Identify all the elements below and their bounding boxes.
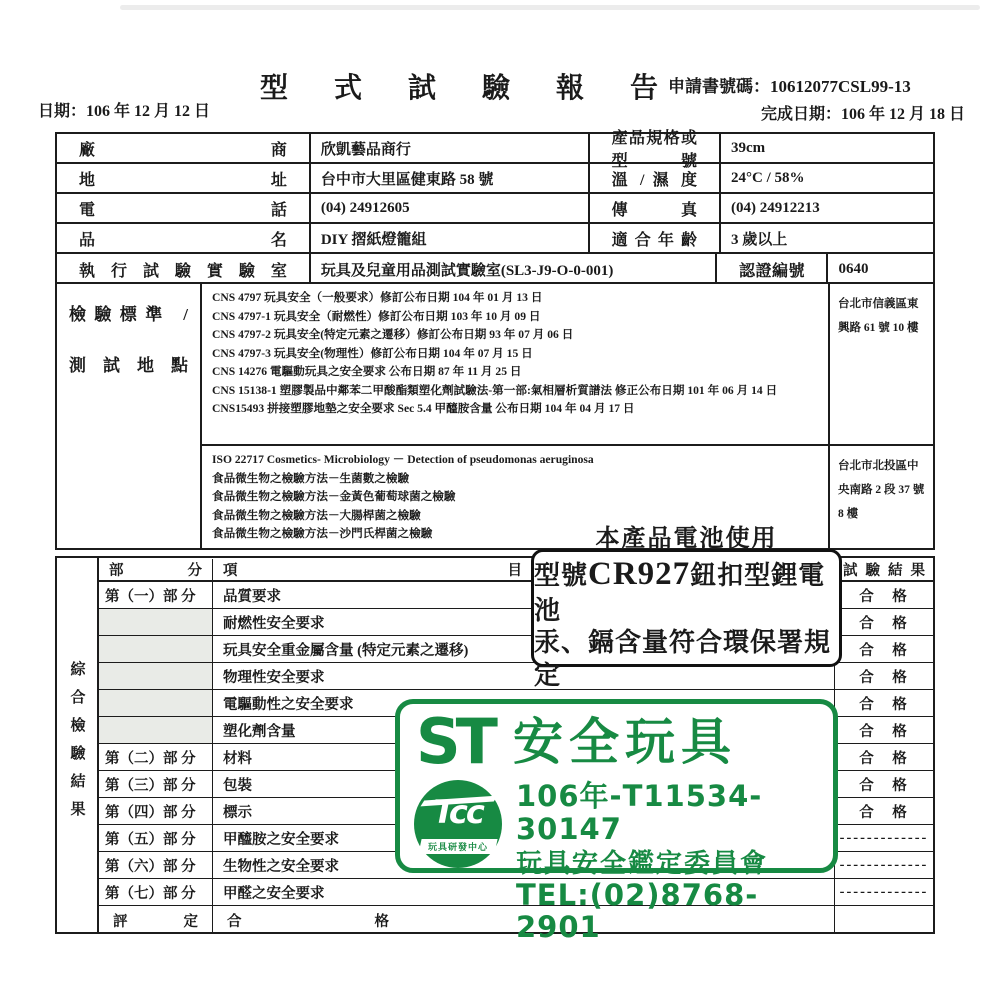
result-header: 試驗結果 — [843, 562, 925, 579]
result-cell: 合 格 — [859, 669, 909, 686]
result-cell: 合 格 — [859, 750, 909, 767]
result-cell: 合 格 — [859, 804, 909, 821]
temp-humidity-value: 24°C / 58% — [730, 169, 805, 186]
iso-standard-line: ISO 22717 Cosmetics- Microbiology － Detection of pseudomonas aeruginosa — [212, 453, 594, 466]
tcc-logo-text: Tcc — [433, 793, 483, 831]
completion-date: 完成日期：106 年 12 月 18 日 — [760, 106, 965, 123]
age-label: 適合年齡 — [611, 231, 697, 249]
verdict-value: 合 格 — [227, 913, 389, 930]
item-cell: 電驅動性之安全要求 — [213, 690, 835, 716]
spec-label: 產品規格或型號 — [611, 130, 697, 170]
table-row — [57, 254, 933, 284]
cert-number-value: 0640 — [838, 260, 869, 277]
result-cell: 合 格 — [859, 777, 909, 794]
st-logo-icon: ST — [416, 705, 493, 778]
item-cell: 品質要求 — [213, 582, 835, 608]
st-safe-toy-stamp — [395, 699, 838, 944]
manufacturer-value: 欣凱藝品商行 — [320, 141, 411, 158]
battery-line1: 本產品電池使用 — [595, 525, 778, 552]
cns-standard-line: CNS 15138-1 塑膠製品中鄰苯二甲酸酯類塑化劑試驗法-第一部:氣相層析質譜法 修正公布日期 101 年 06 月 14 日 — [212, 383, 778, 397]
address-label: 地址 — [79, 171, 287, 189]
part-cell — [99, 690, 213, 716]
address-value: 台中市大里區健東路 58 號 — [320, 171, 494, 188]
table-row — [57, 194, 933, 224]
result-cell: 合 格 — [859, 642, 909, 659]
info-table — [55, 132, 935, 286]
cns-test-address: 台北市信義區東興路 61 號 10 樓 — [838, 298, 919, 335]
result-cell: 合 格 — [859, 615, 909, 632]
item-cell: 標示 — [213, 798, 835, 824]
phone-value: (04) 24912605 — [320, 199, 410, 216]
item-cell: 甲醛之安全要求 — [213, 879, 835, 905]
age-value: 3 歲以上 — [730, 231, 788, 248]
cns-standard-line: CNS 14276 電驅動玩具之安全要求 公布日期 87 年 11 月 25 日 — [212, 365, 522, 378]
iso-standards-block — [202, 446, 933, 548]
st-certificate-number: 106年-T11534-30147 — [516, 779, 763, 847]
page-title: 型式試驗報告 — [260, 73, 658, 104]
part-cell — [99, 609, 213, 635]
part-cell — [99, 636, 213, 662]
cns-standard-line: CNS 4797-2 玩具安全(特定元素之遷移）修訂公布日期 93 年 07 月 06 日 — [212, 328, 574, 341]
result-cell: 合 格 — [859, 588, 909, 605]
temp-humidity-label: 溫 / 濕 度 — [611, 171, 697, 189]
tcc-logo-icon — [414, 780, 502, 868]
lab-label: 執行試驗實驗室 — [79, 262, 287, 280]
cns-standards-block — [202, 284, 933, 446]
table-row — [57, 164, 933, 194]
item-cell: 材料 — [213, 744, 835, 770]
overall-result-label: 綜合檢驗結果 — [68, 661, 85, 829]
application-number: 申請書號碼：10612077CSL99-13 — [668, 77, 911, 96]
iso-standard-line: 食品微生物之檢驗方法－沙門氏桿菌之檢驗 — [212, 527, 433, 540]
part-cell — [99, 663, 213, 689]
part-cell — [99, 717, 213, 743]
result-cell: ------------- — [839, 856, 929, 873]
st-committee-name: 玩具安全鑑定委員會 — [516, 848, 769, 879]
st-telephone: TEL:(02)8768-2901 — [516, 877, 759, 944]
iso-test-address: 台北市北投區中央南路 2 段 37 號 8 樓 — [838, 460, 925, 521]
item-cell: 生物性之安全要求 — [213, 852, 835, 878]
spec-value: 39cm — [730, 139, 766, 156]
iso-standard-line: 食品微生物之檢驗方法－生菌數之檢驗 — [212, 471, 410, 485]
part-cell: 第（七）部 分 — [99, 879, 213, 905]
cns-standard-line: CNS 4797 玩具安全（一般要求）修訂公布日期 104 年 01 月 13 日 — [212, 291, 543, 304]
fax-label: 傳真 — [611, 201, 697, 219]
product-name-value: DIY 摺紙燈籠組 — [320, 231, 427, 248]
cns-standard-line: CNS15493 拼接塑膠地墊之安全要求 Sec 5.4 甲醯胺含量 公布日期 104 年 04 月 17 日 — [212, 402, 635, 415]
item-cell: 玩具安全重金屬含量 (特定元素之遷移) — [213, 636, 835, 662]
verdict-result-cell — [835, 906, 933, 934]
part-cell: 第（四）部 分 — [99, 798, 213, 824]
tcc-ribbon-text: 玩具研發中心 — [427, 843, 488, 853]
table-row — [57, 224, 933, 254]
battery-line2-prefix: 型號 — [534, 560, 589, 590]
battery-line2-suffix: 鈕扣型鋰電池 — [534, 560, 826, 625]
iso-standard-line: 食品微生物之檢驗方法－大腸桿菌之檢驗 — [212, 508, 421, 522]
battery-model-code: CR927 — [588, 555, 691, 592]
scan-artifact-line — [120, 5, 980, 10]
safe-toy-title: 安全玩具 — [512, 713, 737, 771]
part-cell: 第（六）部 分 — [99, 852, 213, 878]
overall-result-column — [57, 558, 99, 932]
item-cell: 包裝 — [213, 771, 835, 797]
table-row — [57, 130, 933, 170]
fax-value: (04) 24912213 — [730, 199, 820, 216]
result-cell: 合 格 — [859, 696, 909, 713]
report-date: 日期：106 年 12 月 12 日 — [38, 103, 211, 120]
verdict-label: 評定 — [113, 913, 198, 930]
phone-label: 電話 — [79, 201, 287, 219]
part-cell: 第（一）部 分 — [99, 582, 213, 608]
manufacturer-label: 廠商 — [79, 141, 287, 159]
item-cell: 塑化劑含量 — [213, 717, 835, 743]
result-cell: 合 格 — [859, 723, 909, 740]
standards-label-line2: 測試地點 — [69, 356, 188, 375]
standards-label-line1: 檢驗標準 / — [69, 305, 188, 324]
standards-label-column — [57, 284, 202, 548]
item-cell: 甲醯胺之安全要求 — [213, 825, 835, 851]
product-name-label: 品名 — [79, 231, 287, 249]
cns-standard-line: CNS 4797-1 玩具安全（耐燃性）修訂公布日期 103 年 10 月 09 日 — [212, 309, 541, 323]
part-cell: 第（二）部 分 — [99, 744, 213, 770]
item-header: 項目 — [213, 559, 835, 580]
part-header: 部分 — [99, 559, 213, 580]
item-cell: 耐燃性安全要求 — [213, 609, 835, 635]
standards-table — [55, 282, 935, 550]
result-cell: ------------- — [839, 883, 929, 900]
iso-standard-line: 食品微生物之檢驗方法－金黃色葡萄球菌之檢驗 — [212, 490, 456, 503]
battery-notice-stamp — [531, 525, 842, 690]
item-cell: 物理性安全要求 — [213, 663, 835, 689]
result-cell: ------------- — [839, 829, 929, 846]
cns-standard-line: CNS 4797-3 玩具安全(物理性）修訂公布日期 104 年 07 月 15 日 — [212, 346, 533, 360]
cert-number-label: 認證編號 — [738, 262, 805, 280]
lab-value: 玩具及兒童用品測試實驗室(SL3-J9-O-0-001) — [320, 262, 614, 279]
part-cell: 第（三）部 分 — [99, 771, 213, 797]
battery-line3: 汞、鎘含量符合環保署規定 — [534, 628, 832, 690]
part-cell: 第（五）部 分 — [99, 825, 213, 851]
